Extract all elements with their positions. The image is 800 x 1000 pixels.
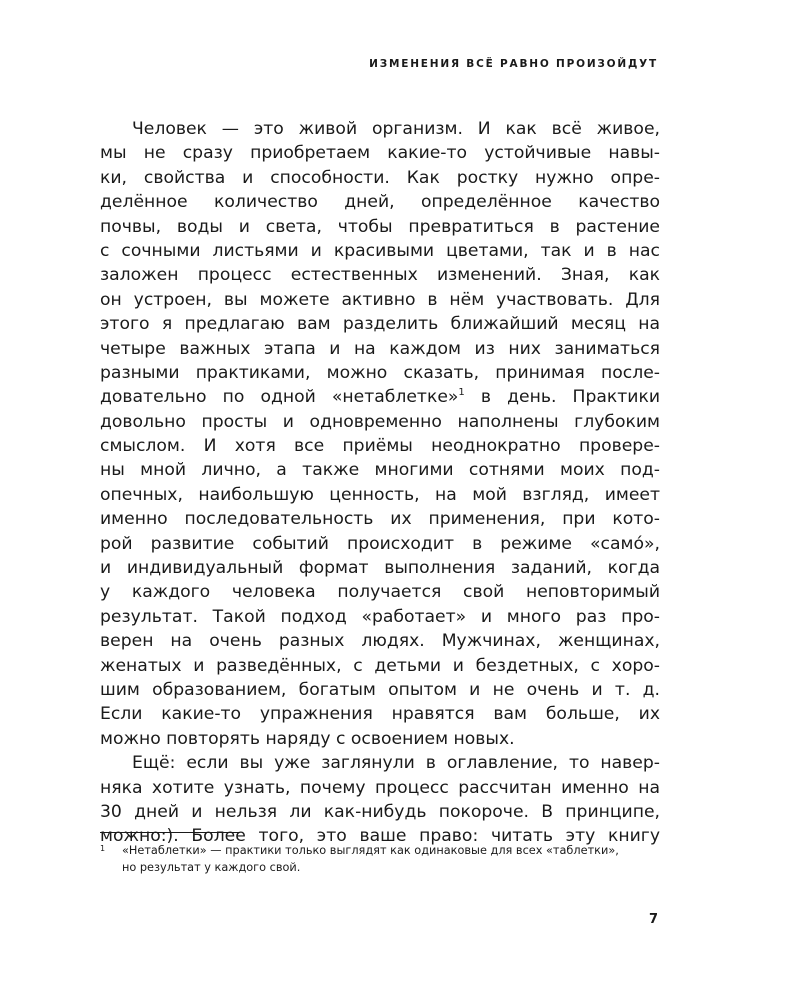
text-line: женатых и разведённых, с детьми и бездетных, с хоро- — [100, 655, 660, 676]
footnote-line: «Нетаблетки» — практики только выглядят как одинаковые для всех «таблетки», — [122, 844, 619, 857]
page-number: 7 — [648, 912, 658, 927]
text-line: результат. Такой подход «работает» и много раз про- — [100, 606, 660, 627]
text-line: мы не сразу приобретаем какие-то устойчивые навы- — [100, 143, 660, 164]
text-line: ки, свойства и способности. Как ростку нужно опре- — [100, 167, 660, 188]
text-line: делённое количество дней, определённое качество — [100, 192, 660, 213]
running-head: ИЗМЕНЕНИЯ ВСЁ РАВНО ПРОИЗОЙДУТ — [369, 58, 658, 70]
text-line: шим образованием, богатым опытом и не очень и т. д. — [100, 679, 660, 700]
footnote — [100, 842, 670, 876]
text-line: ны мной лично, а также многими сотнями моих под- — [100, 460, 660, 481]
text-line: с сочными листьями и красивыми цветами, так и в нас — [100, 240, 660, 261]
footnote-marker: 1 — [100, 844, 106, 853]
text-line-with-footnote-ref — [100, 385, 660, 409]
text-line: именно последовательность их применения, при кото- — [100, 509, 660, 530]
text-line: няка хотите узнать, почему процесс рассчитан именно на — [100, 777, 660, 798]
footnote-line: но результат у каждого свой. — [122, 861, 301, 874]
footnote-reference: 1 — [458, 387, 465, 399]
text-line: и индивидуальный формат выполнения заданий, когда — [100, 558, 660, 579]
text-line: он устроен, вы можете активно в нём участвовать. Для — [100, 289, 660, 310]
text-line: Если какие-то упражнения нравятся вам больше, их — [100, 704, 660, 725]
text-line: четыре важных этапа и на каждом из них заниматься — [100, 338, 660, 359]
text-line: верен на очень разных людях. Мужчинах, женщинах, — [100, 631, 660, 652]
footnote-divider — [100, 832, 240, 833]
text-line: опечных, наибольшую ценность, на мой взгляд, имеет — [100, 484, 660, 505]
text-line: у каждого человека получается свой неповторимый — [100, 582, 660, 603]
text-line: почвы, воды и света, чтобы превратиться в растение — [100, 216, 660, 237]
text-line: этого я предлагаю вам разделить ближайший месяц на — [100, 314, 660, 335]
text-fragment: в день. Практики — [464, 387, 661, 408]
text-line: рой развитие событий происходит в режиме «само́», — [100, 533, 660, 554]
text-line: Ещё: если вы уже заглянули в оглавление, то навер- — [132, 753, 660, 774]
text-fragment: довательно по одной «нетаблетке» — [100, 387, 459, 408]
text-line-paragraph-end: можно повторять наряду с освоением новых. — [100, 728, 515, 749]
text-line: смыслом. И хотя все приёмы неоднократно провере- — [100, 436, 660, 457]
text-line: 30 дней и нельзя ли как-нибудь покороче. В принципе, — [100, 801, 660, 822]
text-line: Человек — это живой организм. И как всё живое, — [132, 119, 660, 139]
text-line: можно:). Более того, это ваше право: читать эту книгу — [100, 826, 660, 847]
text-line: разными практиками, можно сказать, принимая после- — [100, 362, 660, 383]
text-line: заложен процесс естественных изменений. Зная, как — [100, 265, 660, 286]
text-line: довольно просты и одновременно наполнены глубоким — [100, 411, 660, 432]
body-text — [100, 117, 660, 849]
